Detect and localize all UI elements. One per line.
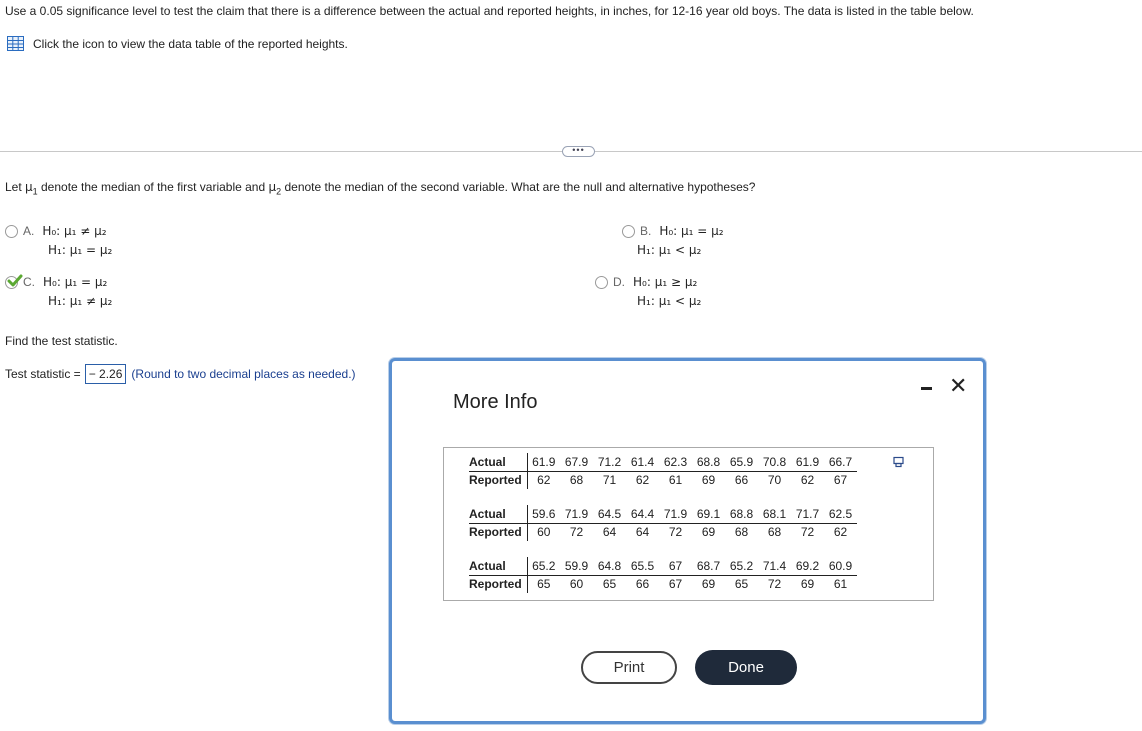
dialog-title: More Info (453, 391, 538, 413)
reported-value: 65 (527, 575, 560, 593)
option-d[interactable] (595, 275, 701, 308)
data-table-panel (443, 447, 934, 601)
reported-row (469, 471, 857, 489)
reported-value: 65 (734, 577, 749, 592)
actual-value: 68.7 (692, 557, 725, 575)
reported-value: 62 (635, 473, 650, 488)
actual-value: 64.8 (593, 557, 626, 575)
checkmark-icon (7, 274, 23, 288)
alternative-hypothesis: H₁: μ₁ = μ₂ (48, 243, 113, 257)
reported-value: 64 (602, 525, 617, 540)
actual-value: 71.7 (791, 505, 824, 523)
null-hypothesis: H₀: μ₁ = μ₂ (659, 224, 724, 238)
actual-value: 59.9 (560, 557, 593, 575)
option-a[interactable] (5, 224, 112, 257)
reported-value: 72 (569, 525, 584, 540)
option-letter: B. (640, 224, 652, 238)
question-text-2: denote the median of the first variable and (37, 180, 269, 194)
actual-value: 69.2 (791, 557, 824, 575)
data-table-link[interactable] (7, 36, 348, 51)
null-hypothesis: H₀: μ₁ ≠ μ₂ (42, 224, 107, 238)
reported-value: 71 (602, 473, 617, 488)
reported-row (469, 523, 857, 541)
actual-value: 67.9 (560, 453, 593, 471)
actual-value: 66.7 (824, 453, 857, 471)
find-test-statistic-prompt: Find the test statistic. (5, 334, 118, 348)
reported-row (469, 575, 857, 593)
reported-value: 61 (668, 473, 683, 488)
reported-value: 66 (635, 577, 650, 592)
more-info-dialog (389, 358, 986, 724)
actual-row (469, 453, 857, 471)
actual-value: 64.4 (626, 505, 659, 523)
reported-value: 65 (602, 577, 617, 592)
actual-value: 65.2 (725, 557, 758, 575)
null-hypothesis: H₀: μ₁ = μ₂ (43, 275, 108, 289)
reported-value: 69 (701, 473, 716, 488)
actual-value: 60.9 (824, 557, 857, 575)
reported-value: 69 (701, 525, 716, 540)
reported-value: 67 (668, 577, 683, 592)
radio-button[interactable] (622, 225, 635, 238)
actual-value: 71.2 (593, 453, 626, 471)
rounding-note: (Round to two decimal places as needed.) (131, 367, 356, 381)
test-statistic-input[interactable]: − 2.26 (85, 364, 127, 384)
radio-button-selected[interactable] (5, 276, 18, 289)
reported-label: Reported (469, 525, 522, 540)
done-button[interactable]: Done (695, 650, 797, 685)
actual-label: Actual (469, 505, 527, 523)
actual-value: 65.2 (527, 557, 560, 575)
data-table-block-2 (469, 505, 857, 541)
copy-icon[interactable] (893, 456, 905, 468)
test-statistic-label: Test statistic = (5, 367, 81, 381)
data-table-block-1 (469, 453, 857, 489)
actual-value: 65.9 (725, 453, 758, 471)
reported-value: 67 (833, 473, 848, 488)
print-button[interactable]: Print (581, 651, 677, 684)
radio-button[interactable] (5, 225, 18, 238)
actual-value: 67 (659, 557, 692, 575)
actual-value: 70.8 (758, 453, 791, 471)
radio-button[interactable] (595, 276, 608, 289)
alternative-hypothesis: H₁: μ₁ < μ₂ (637, 243, 702, 257)
reported-value: 64 (635, 525, 650, 540)
reported-value: 72 (800, 525, 815, 540)
test-statistic-row (5, 364, 356, 384)
actual-row (469, 505, 857, 523)
actual-value: 62.5 (824, 505, 857, 523)
data-table-link-text[interactable]: Click the icon to view the data table of the reported heights. (33, 36, 348, 51)
null-hypothesis: H₀: μ₁ ≥ μ₂ (633, 275, 698, 289)
actual-label: Actual (469, 557, 527, 575)
reported-value: 66 (734, 473, 749, 488)
actual-label: Actual (469, 453, 527, 471)
alternative-hypothesis: H₁: μ₁ < μ₂ (637, 294, 702, 308)
mu-subscript: 1 (32, 186, 38, 197)
actual-value: 64.5 (593, 505, 626, 523)
reported-value: 60 (569, 577, 584, 592)
problem-statement: Use a 0.05 significance level to test the claim that there is a difference between the actual and reported heights, in inches, for 12-16 year old boys. The data is listed in the table below. (5, 4, 974, 18)
actual-value: 71.9 (659, 505, 692, 523)
table-icon[interactable] (7, 36, 24, 51)
expand-button[interactable]: ••• (562, 146, 595, 157)
reported-value: 68 (767, 525, 782, 540)
reported-label: Reported (469, 577, 522, 592)
reported-value: 62 (833, 525, 848, 540)
close-icon[interactable]: ✕ (949, 374, 968, 399)
actual-row (469, 557, 857, 575)
option-letter: A. (23, 224, 35, 238)
reported-value: 61 (833, 577, 848, 592)
mu-symbol: μ (25, 180, 33, 194)
actual-value: 61.4 (626, 453, 659, 471)
actual-value: 68.8 (692, 453, 725, 471)
reported-value: 68 (734, 525, 749, 540)
actual-value: 71.9 (560, 505, 593, 523)
option-c[interactable] (5, 275, 112, 308)
option-b[interactable] (622, 224, 724, 257)
minimize-icon[interactable] (921, 387, 932, 390)
mu-symbol: μ (268, 180, 277, 194)
option-letter: D. (613, 275, 625, 289)
reported-value: 60 (527, 523, 560, 541)
reported-value: 70 (767, 473, 782, 488)
actual-value: 61.9 (527, 453, 560, 471)
reported-value: 72 (767, 577, 782, 592)
actual-value: 65.5 (626, 557, 659, 575)
question-text-1: Let (5, 180, 26, 194)
actual-value: 61.9 (791, 453, 824, 471)
actual-value: 59.6 (527, 505, 560, 523)
data-table-block-3 (469, 557, 857, 593)
hypotheses-question (5, 180, 755, 196)
alternative-hypothesis: H₁: μ₁ ≠ μ₂ (48, 294, 113, 308)
question-text-3: denote the median of the second variable. What are the null and alternative hypotheses? (281, 180, 756, 194)
reported-value: 69 (800, 577, 815, 592)
reported-value: 68 (569, 473, 584, 488)
mu-subscript: 2 (276, 186, 282, 197)
reported-value: 72 (668, 525, 683, 540)
actual-value: 68.8 (725, 505, 758, 523)
reported-label: Reported (469, 473, 522, 488)
reported-value: 62 (527, 471, 560, 489)
actual-value: 68.1 (758, 505, 791, 523)
actual-value: 71.4 (758, 557, 791, 575)
actual-value: 62.3 (659, 453, 692, 471)
reported-value: 69 (701, 577, 716, 592)
actual-value: 69.1 (692, 505, 725, 523)
reported-value: 62 (800, 473, 815, 488)
option-letter: C. (23, 275, 35, 289)
